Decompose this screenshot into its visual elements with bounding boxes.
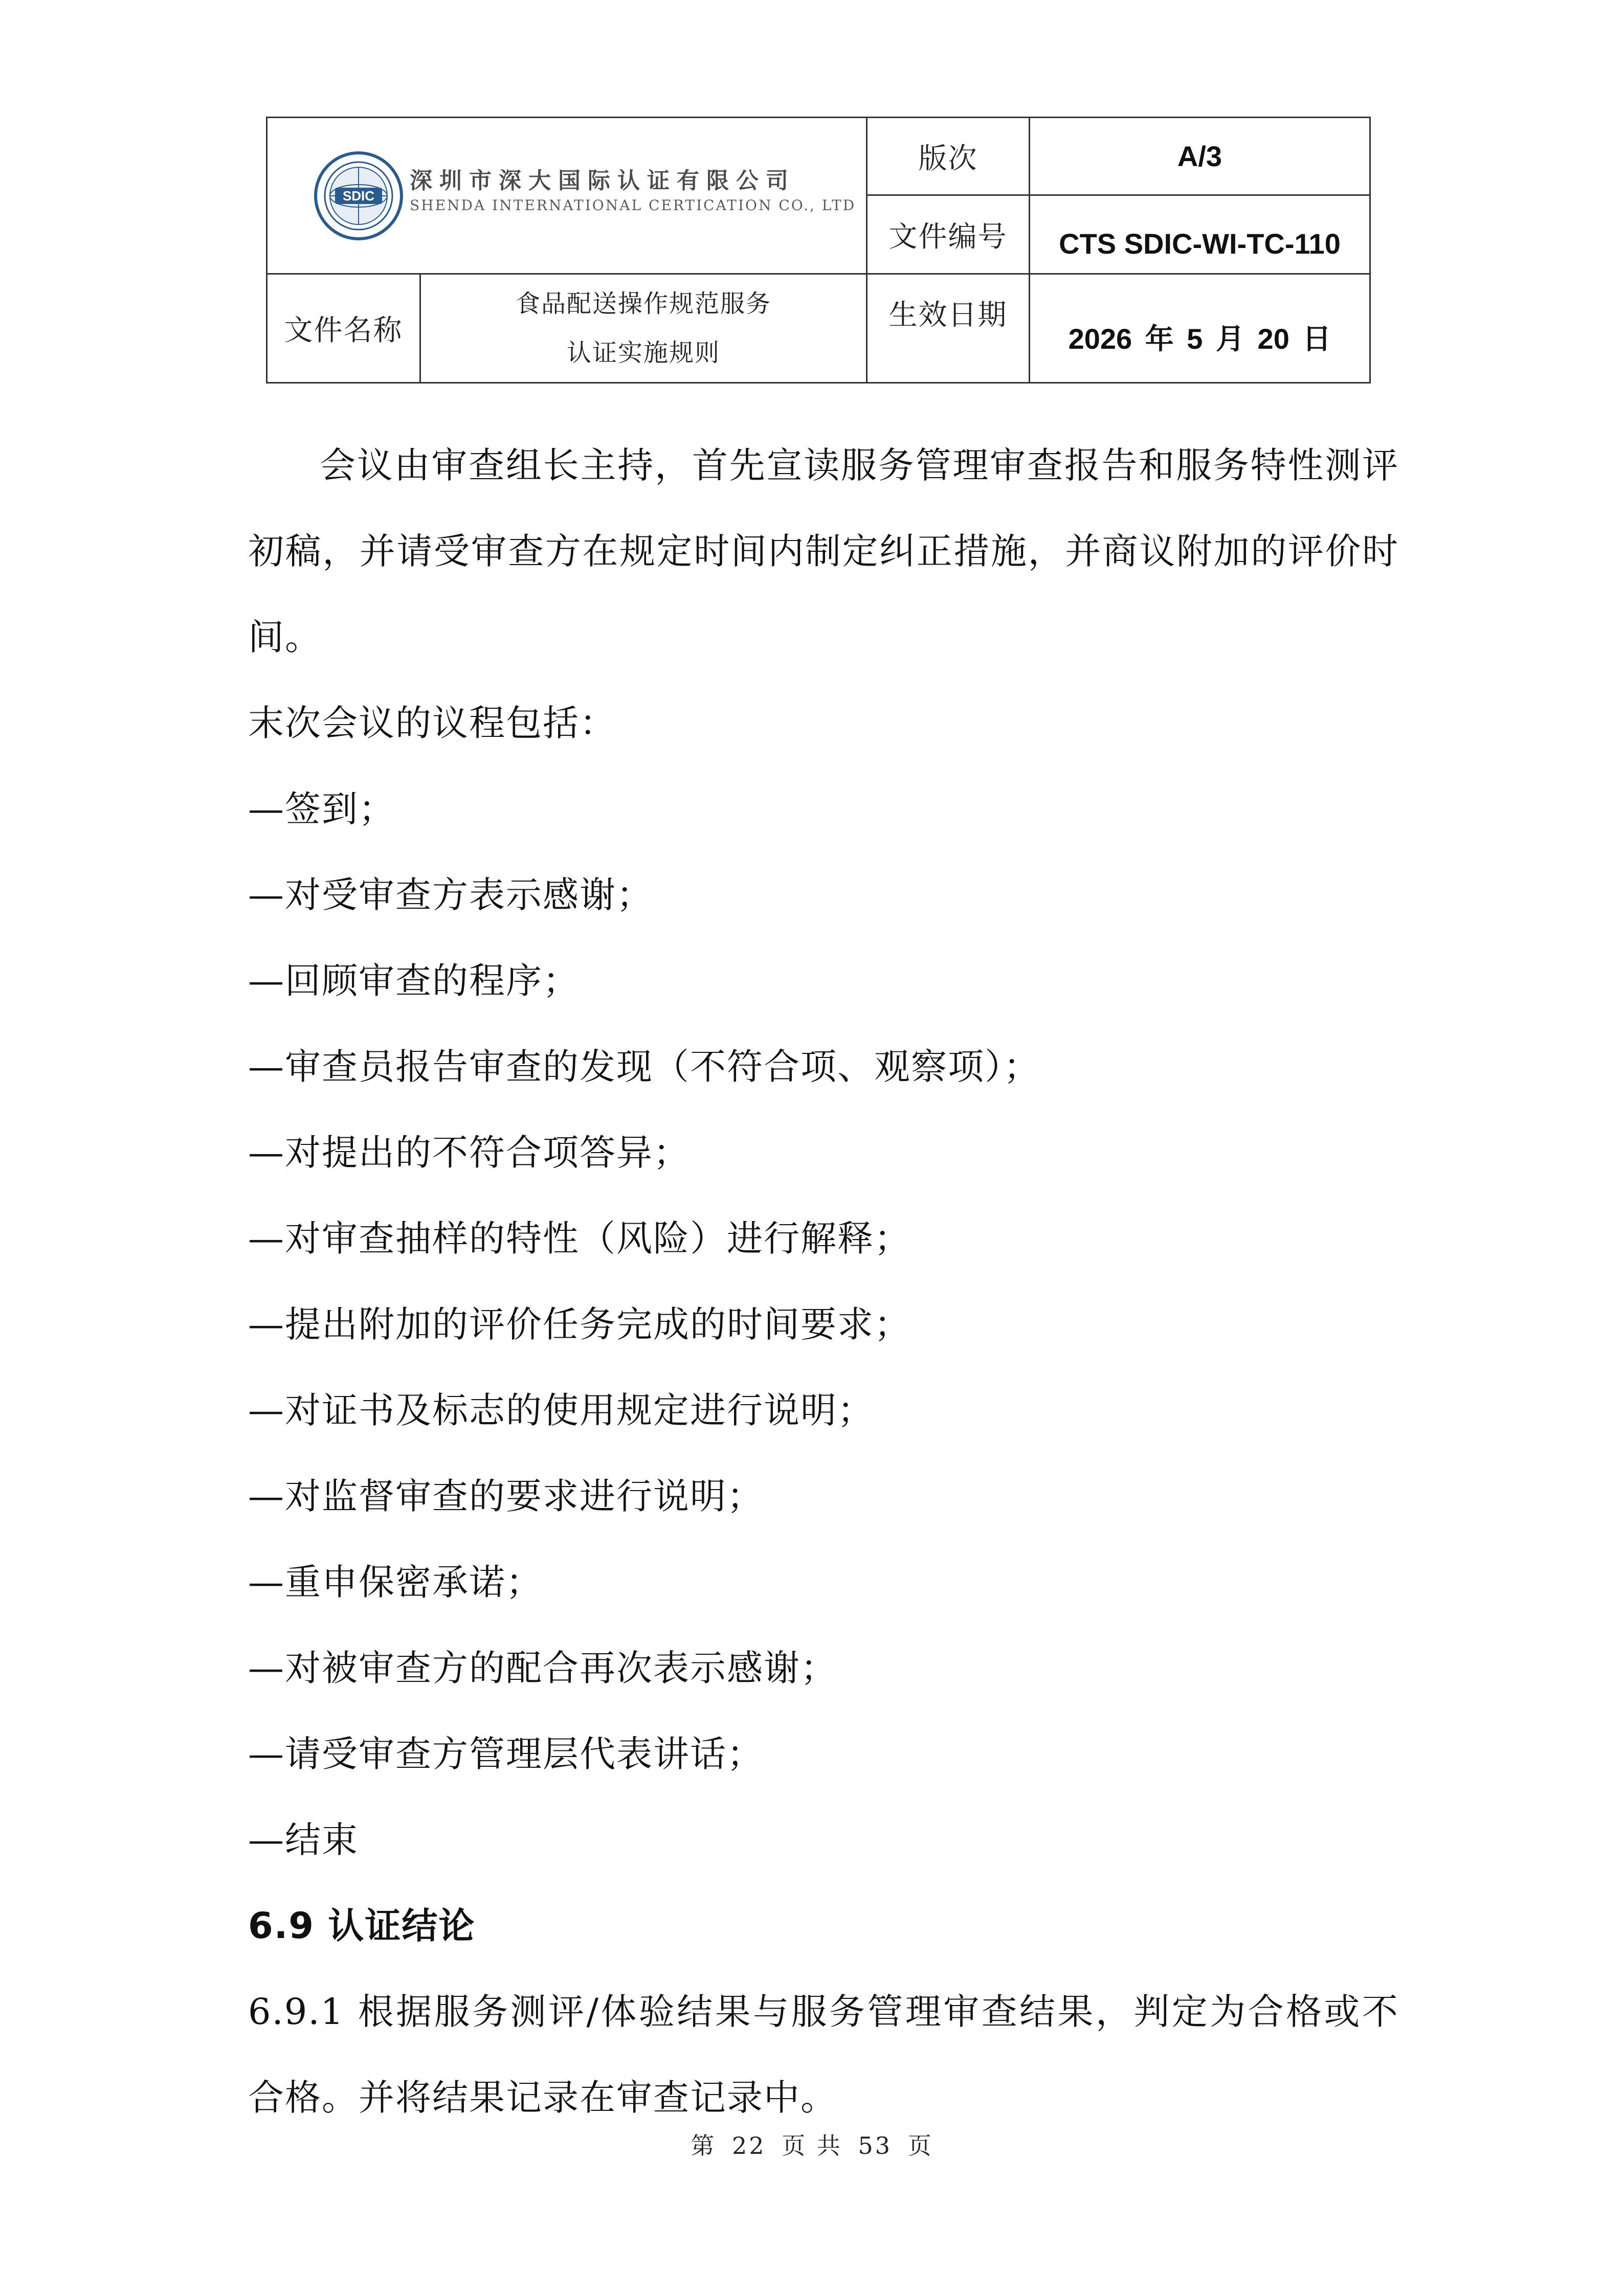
agenda-item: —请受审查方管理层代表讲话； <box>248 1733 764 1775</box>
footer-mid: 页 共 <box>782 2132 842 2159</box>
doc-name-line2: 认证实施规则 <box>566 339 720 367</box>
agenda-item: —对被审查方的配合再次表示感谢； <box>248 1647 837 1689</box>
footer-prefix: 第 <box>691 2132 717 2159</box>
doc-number-label: 文件编号 <box>888 220 1008 254</box>
document-body <box>248 422 1399 2141</box>
effective-date-label: 生效日期 <box>888 299 1008 332</box>
agenda-item: —对审查抽样的特性（风险）进行解释； <box>248 1218 911 1259</box>
section-paragraph: 6.9.1 根据服务测评/体验结果与服务管理审查结果，判定为合格或不合格。并将结果记录在审查记录中。 <box>248 1991 1399 2119</box>
total-pages: 53 <box>858 2132 892 2159</box>
doc-name-label: 文件名称 <box>284 314 403 347</box>
footer-suffix: 页 <box>907 2132 933 2159</box>
version-label: 版次 <box>918 142 978 175</box>
agenda-title: 末次会议的议程包括： <box>248 702 616 744</box>
intro-paragraph: 会议由审查组长主持，首先宣读服务管理审查报告和服务特性测评初稿，并请受审查方在规定时间内制定纠正措施，并商议附加的评价时间。 <box>248 444 1399 658</box>
agenda-item: —回顾审查的程序； <box>248 960 580 1002</box>
company-name-en: SHENDA INTERNATIONAL CERTICATION CO., LTD <box>410 197 856 214</box>
sdic-seal-icon <box>313 150 405 242</box>
agenda-item: —审查员报告审查的发现（不符合项、观察项）； <box>248 1046 1040 1088</box>
version-value: A/3 <box>1177 140 1222 172</box>
company-logo <box>313 150 875 257</box>
doc-name-value <box>421 275 866 382</box>
agenda-item: —签到； <box>248 788 395 830</box>
logo-text: SDIC <box>342 188 375 204</box>
effective-date-value: 2026 年 5 月 20 日 <box>1068 323 1331 355</box>
section-heading: 6.9 认证结论 <box>248 1905 476 1947</box>
page-footer <box>0 2127 1624 2161</box>
company-name-cn: 深圳市深大国际认证有限公司 <box>410 168 795 194</box>
document-header-table <box>266 117 1371 384</box>
agenda-item: —对监督审查的要求进行说明； <box>248 1475 764 1517</box>
agenda-item: —对证书及标志的使用规定进行说明； <box>248 1389 874 1431</box>
page-number: 22 <box>732 2132 766 2159</box>
agenda-item: —对受审查方表示感谢； <box>248 874 653 916</box>
agenda-item: —重申保密承诺； <box>248 1561 543 1603</box>
agenda-item: —提出附加的评价任务完成的时间要求； <box>248 1303 911 1345</box>
doc-number-value: CTS SDIC-WI-TC-110 <box>1059 228 1341 260</box>
doc-name-line1: 食品配送操作规范服务 <box>515 289 771 318</box>
agenda-item: —对提出的不符合项答异； <box>248 1132 690 1174</box>
agenda-item: —结束 <box>248 1819 359 1861</box>
